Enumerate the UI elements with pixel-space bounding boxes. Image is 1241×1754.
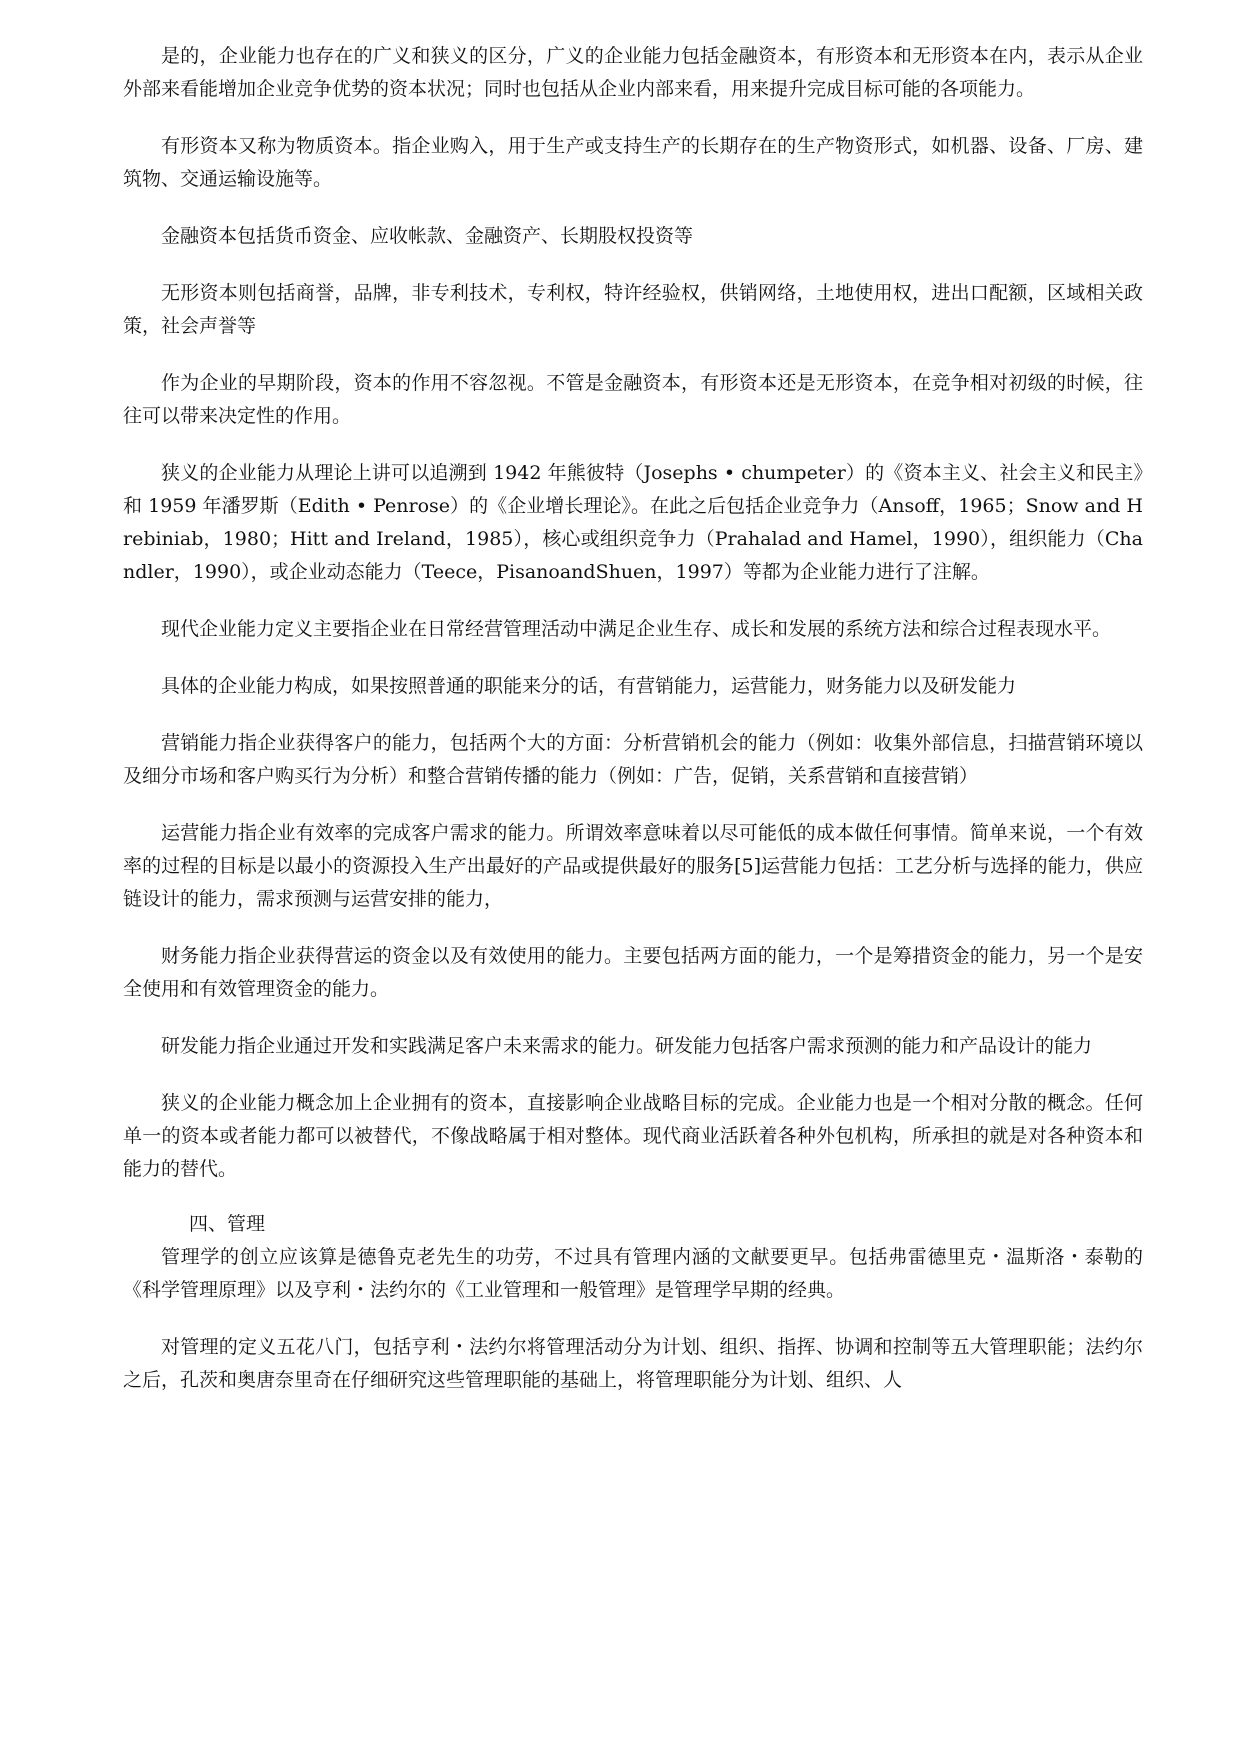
paragraph-finance-capability: 财务能力指企业获得营运的资金以及有效使用的能力。主要包括两方面的能力，一个是筹措资金的能力，另一个是安全使用和有效管理资金的能力。 [123, 945, 1143, 1000]
section-heading: 四、管理 [189, 1213, 266, 1235]
document-page [123, 40, 1143, 1421]
paragraph-management-definition: 对管理的定义五花八门，包括亨利・法约尔将管理活动分为计划、组织、指挥、协调和控制等五大管理职能；法约尔之后，孔茨和奥唐奈里奇在仔细研究这些管理职能的基础上，将管理职能分为计划、组织、人 [123, 1336, 1143, 1391]
paragraph-narrow-concept: 狭义的企业能力概念加上企业拥有的资本，直接影响企业战略目标的完成。企业能力也是一个相对分散的概念。任何单一的资本或者能力都可以被替代，不像战略属于相对整体。现代商业活跃着各种外包机构，所承担的就是对各种资本和能力的替代。 [123, 1092, 1143, 1180]
paragraph-marketing-capability: 营销能力指企业获得客户的能力，包括两个大的方面：分析营销机会的能力（例如：收集外部信息，扫描营销环境以及细分市场和客户购买行为分析）和整合营销传播的能力（例如：广告，促销，关系营销和直接营销） [123, 732, 1143, 787]
paragraph-narrow-capability: 狭义的企业能力从理论上讲可以追溯到 1942 年熊彼特（Josephs • chumpeter）的《资本主义、社会主义和民主》和 1959 年潘罗斯（Edith • Penrose）的《企业增长理论》。在此之后包括企业竞争力（Ansoff，1965；Snow and Hrebiniab，1980；Hitt and Ireland，1985），核心或组织竞争力（Prahalad and Hamel，1990），组织能力（Chandler，1990），或企业动态能力（Teece，PisanoandShuen，1997）等都为企业能力进行了注解。 [123, 462, 1143, 583]
paragraph-tangible-capital: 有形资本又称为物质资本。指企业购入，用于生产或支持生产的长期存在的生产物资形式，如机器、设备、厂房、建筑物、交通运输设施等。 [123, 135, 1143, 190]
paragraph-management-origin: 管理学的创立应该算是德鲁克老先生的功劳，不过具有管理内涵的文献要更早。包括弗雷德里克・温斯洛・泰勒的《科学管理原理》以及亨利・法约尔的《工业管理和一般管理》是管理学早期的经典。 [123, 1246, 1143, 1301]
paragraph-modern-definition: 现代企业能力定义主要指企业在日常经营管理活动中满足企业生存、成长和发展的系统方法和综合过程表现水平。 [161, 618, 1112, 640]
paragraph-intangible-capital: 无形资本则包括商誉，品牌，非专利技术，专利权，特许经验权，供销网络，土地使用权，进出口配额，区域相关政策，社会声誉等 [123, 282, 1143, 337]
paragraph-operations-capability: 运营能力指企业有效率的完成客户需求的能力。所谓效率意味着以尽可能低的成本做任何事情。简单来说，一个有效率的过程的目标是以最小的资源投入生产出最好的产品或提供最好的服务[5]运营能力包括：工艺分析与选择的能力，供应链设计的能力，需求预测与运营安排的能力， [123, 822, 1143, 910]
paragraph-financial-capital: 金融资本包括货币资金、应收帐款、金融资产、长期股权投资等 [161, 225, 694, 247]
paragraph-rnd-capability: 研发能力指企业通过开发和实践满足客户未来需求的能力。研发能力包括客户需求预测的能力和产品设计的能力 [161, 1035, 1093, 1057]
paragraph-broad-capability: 是的，企业能力也存在的广义和狭义的区分，广义的企业能力包括金融资本，有形资本和无形资本在内，表示从企业外部来看能增加企业竞争优势的资本状况；同时也包括从企业内部来看，用来提升完成目标可能的各项能力。 [123, 45, 1143, 100]
paragraph-capability-composition: 具体的企业能力构成，如果按照普通的职能来分的话，有营销能力，运营能力，财务能力以及研发能力 [161, 675, 1017, 697]
paragraph-early-stage: 作为企业的早期阶段，资本的作用不容忽视。不管是金融资本，有形资本还是无形资本，在竞争相对初级的时候，往往可以带来决定性的作用。 [123, 372, 1143, 427]
